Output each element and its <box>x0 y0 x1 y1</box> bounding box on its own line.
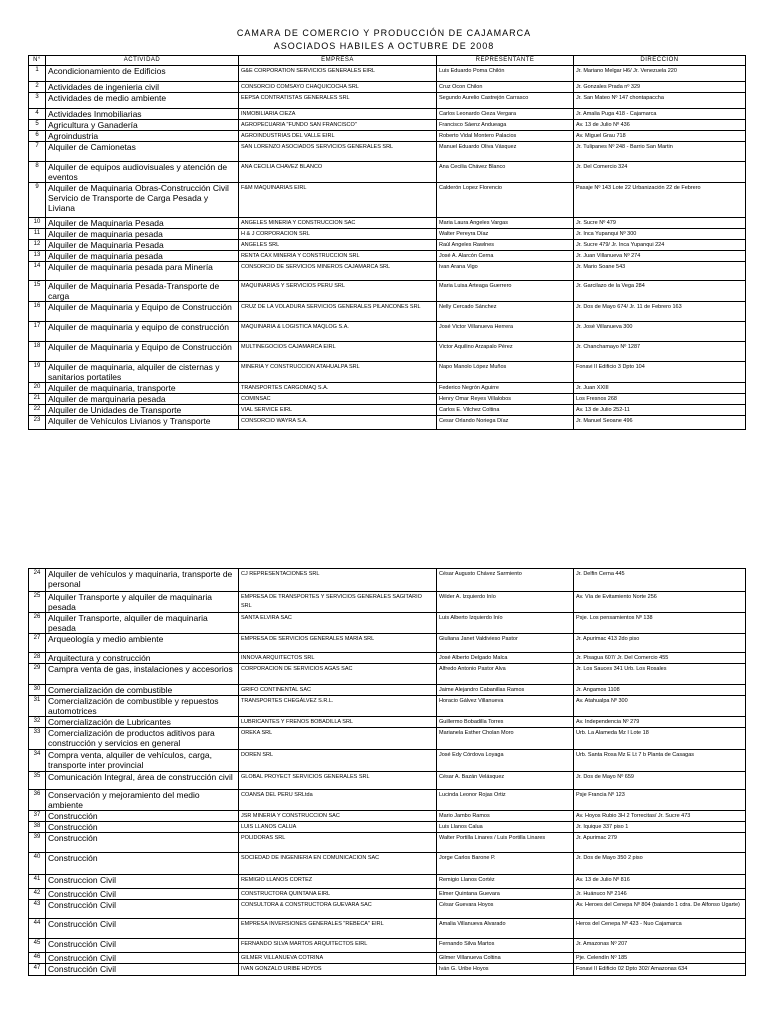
row-empresa: IVAN GONZALO URIBE HOYOS <box>239 964 437 976</box>
table-row <box>29 394 746 405</box>
row-direccion: Av. Independencia Nº 279 <box>574 717 746 728</box>
row-actividad: Arqueología y medio ambiente <box>46 634 239 653</box>
table-row <box>29 109 746 120</box>
row-actividad: Comercialización de Lubricantes <box>46 717 239 728</box>
row-empresa: REMIGIO LLANOS CORTEZ <box>239 875 437 889</box>
table-row <box>29 322 746 342</box>
row-actividad: Alquiler de maquinaria, alquiler de cisternas y sanitarios portatiles <box>46 362 239 383</box>
row-empresa: EMPRESA DE SERVICIOS GENERALES MARIA SRL <box>239 634 437 653</box>
table-row <box>29 889 746 900</box>
row-actividad: Alquiler de vehículos y maquinaria, transporte de personal <box>46 569 239 592</box>
row-number: 16 <box>29 302 46 322</box>
row-actividad: Construcción Civil <box>46 919 239 939</box>
row-direccion: Jr. Huánuco Nº 2146 <box>574 889 746 900</box>
row-representante: Luis Alberto Izquierdo Inío <box>437 613 574 634</box>
table-row <box>29 302 746 322</box>
table-row <box>29 229 746 240</box>
table-row <box>29 383 746 394</box>
row-actividad: Alquiler de Maquinaria Pesada <box>46 218 239 229</box>
table-row <box>29 162 746 183</box>
table-row <box>29 281 746 302</box>
row-actividad: Alquiler de maquinaria pesada para Minería <box>46 262 239 281</box>
row-direccion: Jr. Juan Villanueva Nº 274 <box>574 251 746 262</box>
row-number: 37 <box>29 811 46 822</box>
col-header-direccion: DIRECCIÓN <box>574 56 746 66</box>
row-representante: Federico Negrón Aguirre <box>437 383 574 394</box>
row-representante: Horacio Gálvez Villanueva <box>437 696 574 717</box>
row-representante: Walter Pereyra Díaz <box>437 229 574 240</box>
row-empresa: INNOVA ARQUITECTOS SRL <box>239 653 437 664</box>
table-row <box>29 131 746 142</box>
row-number: 9 <box>29 183 46 218</box>
row-direccion: Jr. Garcilazo de la Vega 284 <box>574 281 746 302</box>
row-number: 23 <box>29 416 46 430</box>
row-number: 33 <box>29 728 46 750</box>
table-row <box>29 822 746 833</box>
row-number: 38 <box>29 822 46 833</box>
row-direccion: Av. 13 de Julio Nº 436 <box>574 120 746 131</box>
row-representante: Henry Omar Reyes Villalobos <box>437 394 574 405</box>
row-empresa: ANGELES MINERIA Y CONSTRUCCION SAC <box>239 218 437 229</box>
table-row <box>29 405 746 416</box>
table-row <box>29 900 746 919</box>
row-number: 4 <box>29 109 46 120</box>
row-direccion: Jr. Mario Soane 543 <box>574 262 746 281</box>
row-direccion: Jr. Gonzales Prada nº 329 <box>574 82 746 93</box>
row-empresa: EMPRESA DE TRANSPORTES Y SERVICIOS GENERALES SAGITARIO SRL <box>239 592 437 613</box>
row-number: 17 <box>29 322 46 342</box>
table-row <box>29 262 746 281</box>
row-number: 29 <box>29 664 46 685</box>
row-number: 47 <box>29 964 46 976</box>
row-actividad: Comunicación Integral, área de construcción civil <box>46 772 239 790</box>
row-number: 14 <box>29 262 46 281</box>
row-direccion: Psje. Los pensamientos Nº 138 <box>574 613 746 634</box>
row-number: 18 <box>29 342 46 362</box>
table-header-row <box>29 56 746 66</box>
row-number: 3 <box>29 93 46 109</box>
table-row <box>29 416 746 430</box>
row-actividad: Campra venta de gas, instalaciones y accesorios <box>46 664 239 685</box>
row-representante: Fernando Silva Martos <box>437 939 574 953</box>
row-representante: Remigio Llanos Cortéz <box>437 875 574 889</box>
row-representante: Maria Laura Angeles Vargas <box>437 218 574 229</box>
row-direccion: Jr. Los Sauces 341 Urb. Los Rosales <box>574 664 746 685</box>
row-empresa: CRUZ DE LA VOLADURA SERVICIOS GENERALES PILANCONES SRL <box>239 302 437 322</box>
row-empresa: GLOBAL PROYECT SERVICIOS GENERALES SRL <box>239 772 437 790</box>
row-representante: José Edy Córdova Loyaga <box>437 750 574 772</box>
row-actividad: Conservación y mejoramiento del medio ambiente <box>46 790 239 811</box>
row-representante: Cruz Ocon Chilon <box>437 82 574 93</box>
row-empresa: CONSORCIO DE SERVICIOS MINEROS CAJAMARCA SRL <box>239 262 437 281</box>
row-representante: Walter Portilla Linares / Luis Portilla Linares <box>437 833 574 853</box>
row-representante: Jaime Alejandro Cabanillas Ramos <box>437 685 574 696</box>
row-direccion: Jr. Amalia Puga 418 - Cajamarca <box>574 109 746 120</box>
row-empresa: MAQUINARIA & LOGISTICA MAQLOG S.A. <box>239 322 437 342</box>
row-direccion: Av. 13 de Julio 252-11 <box>574 405 746 416</box>
row-actividad: Alquiler de maquinaria, transporte <box>46 383 239 394</box>
row-direccion: Fonavi II Edificio 02 Dpto 302/ Amazonas 634 <box>574 964 746 976</box>
row-empresa: CONSORCIO COMSAYO CHAQUICOCHA SRL <box>239 82 437 93</box>
row-representante: César A. Bazán Velásquez <box>437 772 574 790</box>
row-number: 7 <box>29 142 46 162</box>
row-empresa: SANTA ELVIRA SAC <box>239 613 437 634</box>
row-representante: Francisco Sáenz Andueaga <box>437 120 574 131</box>
table-row <box>29 717 746 728</box>
row-empresa: TRANSPORTES CHEGÁLVEZ S.R.L. <box>239 696 437 717</box>
col-header-num: N° <box>29 56 46 66</box>
row-direccion: Av. Atahualpa Nº 300 <box>574 696 746 717</box>
row-direccion: Jr. San Mateo Nº 147 chontapaccha <box>574 93 746 109</box>
row-number: 40 <box>29 853 46 875</box>
row-number: 35 <box>29 772 46 790</box>
row-direccion: Jr. Dos de Mayo Nº 659 <box>574 772 746 790</box>
table-row <box>29 362 746 383</box>
row-representante: Mario Jambo Ramos <box>437 811 574 822</box>
row-empresa: AGROPECUARIA "FUNDO SAN FRANCISCO" <box>239 120 437 131</box>
row-representante: Ivan Arana Vigo <box>437 262 574 281</box>
row-direccion: Jr. Sucre Nº 479 <box>574 218 746 229</box>
row-direccion: Jr. Delfin Cerna 445 <box>574 569 746 592</box>
row-actividad: Agroindustria <box>46 131 239 142</box>
row-representante: Carlos E. Vilchez Coltina <box>437 405 574 416</box>
row-number: 30 <box>29 685 46 696</box>
row-direccion: Pje. Celendín Nº 185 <box>574 953 746 964</box>
row-direccion: Urb. La Alameda Mz I Lote 18 <box>574 728 746 750</box>
row-number: 36 <box>29 790 46 811</box>
row-number: 41 <box>29 875 46 889</box>
row-actividad: Comercialización de productos aditivos para construcción y servicios en general <box>46 728 239 750</box>
row-empresa: SAN LORENZO ASOCIADOS SERVICIOS GENERALES SRL <box>239 142 437 162</box>
row-direccion: Jr. Apurimac 413 2do piso <box>574 634 746 653</box>
row-direccion: Jr. Pisagua 607/ Jr. Del Comercio 455 <box>574 653 746 664</box>
row-direccion: Jr. Tulipanes Nº 248 - Barrio San Martin <box>574 142 746 162</box>
row-actividad: Construcción <box>46 833 239 853</box>
row-direccion: Jr. Amazonas Nº 207 <box>574 939 746 953</box>
row-representante: Segundo Aurelio Castrejón Carrasco <box>437 93 574 109</box>
row-representante: Victor Aquilino Arzapalo Pérez <box>437 342 574 362</box>
row-direccion: Jr. Inca Yupanqui Nº 300 <box>574 229 746 240</box>
row-actividad: Construcción <box>46 822 239 833</box>
row-representante: José A. Alarcón Cerna <box>437 251 574 262</box>
row-number: 24 <box>29 569 46 592</box>
row-empresa: LUBRICANTES Y FRENOS BOBADILLA SRL <box>239 717 437 728</box>
row-representante: Luis Eduardo Poma Chilón <box>437 66 574 82</box>
col-header-empresa: EMPRESA <box>239 56 437 66</box>
table-body-2 <box>29 569 746 976</box>
row-empresa: H & J CORPORACION SRL <box>239 229 437 240</box>
table-row <box>29 953 746 964</box>
row-empresa: COANSA DEL PERU SRLtda <box>239 790 437 811</box>
row-actividad: Construcción <box>46 811 239 822</box>
row-representante: Manuel Eduardo Oliva Vásquez <box>437 142 574 162</box>
row-direccion: Jr. Apurimac 279 <box>574 833 746 853</box>
row-number: 27 <box>29 634 46 653</box>
row-number: 28 <box>29 653 46 664</box>
row-direccion: Jr. Mariano Melgar H6/ Jr. Venezuela 220 <box>574 66 746 82</box>
row-actividad: Comercialización de combustible y repuestos automotrices <box>46 696 239 717</box>
row-actividad: Alquiler de Camionetas <box>46 142 239 162</box>
row-representante: Roberto Vidal Montero Palacios <box>437 131 574 142</box>
row-actividad: Construcción Civil <box>46 889 239 900</box>
table-row <box>29 939 746 953</box>
table-row <box>29 66 746 82</box>
table-row <box>29 251 746 262</box>
row-actividad: Construccion Civil <box>46 875 239 889</box>
table-row <box>29 875 746 889</box>
table-row <box>29 833 746 853</box>
table-row <box>29 728 746 750</box>
row-direccion: Jr. Dos de Mayo 350 2 piso <box>574 853 746 875</box>
row-empresa: COMINSAC <box>239 394 437 405</box>
row-actividad: Alquiler de Maquinaria Obras-Construcción Civil Servicio de Transporte de Carga Pesada y Liviana <box>46 183 239 218</box>
row-actividad: Alquiler de maquinaria pesada <box>46 251 239 262</box>
row-empresa: MULTINEGOCIOS CAJAMARCA EIRL <box>239 342 437 362</box>
row-empresa: EEPSA CONTRATISTAS GENERALES SRL <box>239 93 437 109</box>
document-title: CAMARA DE COMERCIO Y PRODUCCIÓN DE CAJAMARCA <box>236 28 532 38</box>
row-empresa: CJ REPRESENTACIONES SRL <box>239 569 437 592</box>
row-actividad: Alquiler de Maquinaria Pesada-Transporte de carga <box>46 281 239 302</box>
row-number: 43 <box>29 900 46 919</box>
row-actividad: Actividades de ingenieria civil <box>46 82 239 93</box>
row-direccion: Psje Francia Nº 123 <box>574 790 746 811</box>
row-actividad: Construcción Civil <box>46 939 239 953</box>
row-empresa: INMOBILIARIA CIEZA <box>239 109 437 120</box>
row-number: 21 <box>29 394 46 405</box>
row-representante: Alfredo Antonio Pastor Alva <box>437 664 574 685</box>
row-actividad: Alquiler Transporte y alquiler de maquinaria pesada <box>46 592 239 613</box>
row-actividad: Comercialización de combustible <box>46 685 239 696</box>
row-actividad: Alquiler de Vehículos Livianos y Transporte <box>46 416 239 430</box>
row-empresa: DOREN SRL <box>239 750 437 772</box>
table-row <box>29 142 746 162</box>
row-direccion: Jr. Dos de Mayo 674/ Jr. 11 de Febrero 163 <box>574 302 746 322</box>
row-actividad: Compra venta, alquiler de vehículos, carga, transporte inter provincial <box>46 750 239 772</box>
row-actividad: Alquiler de Unidades de Transporte <box>46 405 239 416</box>
row-actividad: Alquiler de Maquinaria y Equipo de Construcción <box>46 302 239 322</box>
row-representante: Giuliana Janet Valdivieso Pastor <box>437 634 574 653</box>
row-number: 44 <box>29 919 46 939</box>
row-actividad: Construcción Civil <box>46 900 239 919</box>
row-direccion: Jr. Manuel Seoane 496 <box>574 416 746 430</box>
table-row <box>29 634 746 653</box>
row-number: 34 <box>29 750 46 772</box>
table-row <box>29 772 746 790</box>
row-representante: Marianela Esther Cholan Moro <box>437 728 574 750</box>
table-row <box>29 664 746 685</box>
row-actividad: Alquiler de maquinaria y equipo de construcción <box>46 322 239 342</box>
row-actividad: Acondicionamiento de Edificios <box>46 66 239 82</box>
table-row <box>29 93 746 109</box>
row-number: 22 <box>29 405 46 416</box>
row-number: 2 <box>29 82 46 93</box>
row-number: 45 <box>29 939 46 953</box>
row-actividad: Alquiler de marquinaria pesada <box>46 394 239 405</box>
row-representante: Napo Manolo López Muños <box>437 362 574 383</box>
row-direccion: Av. Miguel Grau 718 <box>574 131 746 142</box>
row-empresa: RENTA CAX MINERIA Y CONSTRUCCION SRL <box>239 251 437 262</box>
row-direccion: Jr. Angamos 1108 <box>574 685 746 696</box>
row-empresa: EMPRESA INVERSIONES GENERALES "REBECA" EIRL <box>239 919 437 939</box>
table-row <box>29 685 746 696</box>
row-direccion: Heros del Cenepa Nº 423 - Nuo Cajamarca <box>574 919 746 939</box>
row-empresa: F&M MAQUINARIAS EIRL <box>239 183 437 218</box>
row-empresa: CONSORCIO WAYRA S.A. <box>239 416 437 430</box>
row-direccion: Av. Vía de Evitamiento Norte 256 <box>574 592 746 613</box>
row-direccion: Av. Hoyos Rubio 3H 2 Torrecitas/ Jr. Sucre 473 <box>574 811 746 822</box>
row-number: 5 <box>29 120 46 131</box>
row-empresa: OREKA SRL <box>239 728 437 750</box>
row-empresa: MAQUINARIAS Y SERVICIOS PERU SRL <box>239 281 437 302</box>
row-actividad: Construcción <box>46 853 239 875</box>
row-number: 8 <box>29 162 46 183</box>
row-empresa: POLIDORAS SRL <box>239 833 437 853</box>
row-direccion: Jr. Sucre 479/ Jr. Inca Yupanqui 224 <box>574 240 746 251</box>
row-empresa: GILMER VILLANUEVA COTRINA <box>239 953 437 964</box>
table-row <box>29 592 746 613</box>
row-number: 39 <box>29 833 46 853</box>
row-representante: Ana Cecilia Chávez Blanco <box>437 162 574 183</box>
row-representante: José Alberto Delgado Malca <box>437 653 574 664</box>
row-actividad: Alquiler de Maquinaria Pesada <box>46 240 239 251</box>
table-row <box>29 853 746 875</box>
row-number: 1 <box>29 66 46 82</box>
row-number: 46 <box>29 953 46 964</box>
row-direccion: Pasaje Nº 143 Lote 22 Urbanización 22 de Febrero <box>574 183 746 218</box>
col-header-representante: REPRESENTANTE <box>437 56 574 66</box>
associates-table-2 <box>28 568 746 976</box>
row-direccion: Los Fresnos 268 <box>574 394 746 405</box>
row-actividad: Arquitectura y construcción <box>46 653 239 664</box>
row-actividad: Alquiler Transporte, alquiler de maquinaria pesada <box>46 613 239 634</box>
row-direccion: Jr. Chanchamayo Nº 1287 <box>574 342 746 362</box>
row-representante: Wilder A. Izquierdo Inío <box>437 592 574 613</box>
row-empresa: MINERIA Y CONSTRUCCION ATAHUALPA SRL <box>239 362 437 383</box>
row-representante: César Guevara Hoyos <box>437 900 574 919</box>
row-representante: Amalia Villanueva Alvarado <box>437 919 574 939</box>
row-representante: Elmer Quintana Guevara <box>437 889 574 900</box>
row-number: 13 <box>29 251 46 262</box>
row-direccion: Av. Heroes del Cenepa Nº 804 (baiando 1 cdra. De Alfonso Ugarte) <box>574 900 746 919</box>
row-representante: Raúl Angeles Rawlnes <box>437 240 574 251</box>
row-number: 20 <box>29 383 46 394</box>
row-number: 42 <box>29 889 46 900</box>
row-empresa: FERNANDO SILVA MARTOS ARQUITECTOS EIRL <box>239 939 437 953</box>
table-row <box>29 919 746 939</box>
row-representante: Guillermo Bobadilla Torres <box>437 717 574 728</box>
row-empresa: CONSTRUCTORA QUINTANA EIRL <box>239 889 437 900</box>
table-row <box>29 240 746 251</box>
row-direccion: Av. 13 de Julio Nº 816 <box>574 875 746 889</box>
row-empresa: CONSULTORA & CONSTRUCTORA GUEVARA SAC <box>239 900 437 919</box>
table-row <box>29 696 746 717</box>
row-empresa: G&E CORPORATION SERVICIOS GENERALES EIRL <box>239 66 437 82</box>
row-empresa: JSR MINERIA Y CONSTRUCCION SAC <box>239 811 437 822</box>
table-row <box>29 811 746 822</box>
row-number: 32 <box>29 717 46 728</box>
row-number: 10 <box>29 218 46 229</box>
row-actividad: Alquiler de Maquinaria y Equipo de Construcción <box>46 342 239 362</box>
row-direccion: Jr. Juan XXIII <box>574 383 746 394</box>
row-number: 25 <box>29 592 46 613</box>
row-representante: José Victor Villanueva Herrera <box>437 322 574 342</box>
row-direccion: Jr. José Villanueva 300 <box>574 322 746 342</box>
row-number: 12 <box>29 240 46 251</box>
table-body-1 <box>29 66 746 430</box>
row-empresa: TRANSPORTES CARGOMAQ S.A. <box>239 383 437 394</box>
table-row <box>29 342 746 362</box>
table-row <box>29 183 746 218</box>
row-number: 31 <box>29 696 46 717</box>
row-number: 15 <box>29 281 46 302</box>
row-number: 6 <box>29 131 46 142</box>
table-row <box>29 653 746 664</box>
table-row <box>29 120 746 131</box>
row-representante: Nelly Cercado Sánchez <box>437 302 574 322</box>
row-empresa: ANA CECILIA CHAVEZ BLANCO <box>239 162 437 183</box>
row-empresa: AGROINDUSTRIAS DEL VALLE EIRL <box>239 131 437 142</box>
associates-table-1 <box>28 55 746 430</box>
row-direccion: Jr. Iquique 337 piso 1 <box>574 822 746 833</box>
table-row <box>29 750 746 772</box>
row-actividad: Actividades Inmobiliarias <box>46 109 239 120</box>
row-representante: Jorge Carlos Barone P. <box>437 853 574 875</box>
document-subtitle: ASOCIADOS HABILES A OCTUBRE DE 2008 <box>273 41 495 51</box>
row-empresa: SOCIEDAD DE INGENIERIA EN COMUNICACION SAC <box>239 853 437 875</box>
row-actividad: Actividades de medio ambiente <box>46 93 239 109</box>
row-representante: Cesar Orlando Noriega Díaz <box>437 416 574 430</box>
table-row <box>29 82 746 93</box>
table-row <box>29 569 746 592</box>
row-representante: Maria Luisa Arteaga Guerrero <box>437 281 574 302</box>
row-empresa: CORPORACION DE SERVICIOS AGAS SAC <box>239 664 437 685</box>
row-actividad: Construcción Civil <box>46 953 239 964</box>
row-empresa: VIAL SERVICE EIRL <box>239 405 437 416</box>
row-representante: Luis Llanos Calua <box>437 822 574 833</box>
table-row <box>29 218 746 229</box>
table-row <box>29 790 746 811</box>
row-number: 11 <box>29 229 46 240</box>
row-representante: Carlos Leonardo Cieza Vergara <box>437 109 574 120</box>
row-direccion: Jr. Del Comercio 324 <box>574 162 746 183</box>
col-header-actividad: ACTIVIDAD <box>46 56 239 66</box>
row-number: 26 <box>29 613 46 634</box>
row-representante: Calderón Lopez Florencio <box>437 183 574 218</box>
row-empresa: GRIFO CONTINENTAL SAC <box>239 685 437 696</box>
row-actividad: Alquiler de maquinaria pesada <box>46 229 239 240</box>
row-empresa: ANGELES SRL <box>239 240 437 251</box>
row-actividad: Alquiler de equipos audiovisuales y atención de eventos <box>46 162 239 183</box>
row-actividad: Agricultura y Ganadería <box>46 120 239 131</box>
table-row <box>29 613 746 634</box>
row-actividad: Construcción Civil <box>46 964 239 976</box>
row-representante: Lucinda Leonor Rojas Ortiz <box>437 790 574 811</box>
table-row <box>29 964 746 976</box>
row-empresa: LUIS LLANOS CALUA <box>239 822 437 833</box>
row-representante: Iván G. Uribe Hoyos <box>437 964 574 976</box>
row-representante: César Augusto Chávez Sarmiento <box>437 569 574 592</box>
row-direccion: Fonavi II Edificio 3 Dpto 104 <box>574 362 746 383</box>
row-representante: Gilmer Villanueva Coltina <box>437 953 574 964</box>
row-number: 19 <box>29 362 46 383</box>
row-direccion: Urb. Santa Rosa Mz E Lt 7 b Planta de Casagas <box>574 750 746 772</box>
